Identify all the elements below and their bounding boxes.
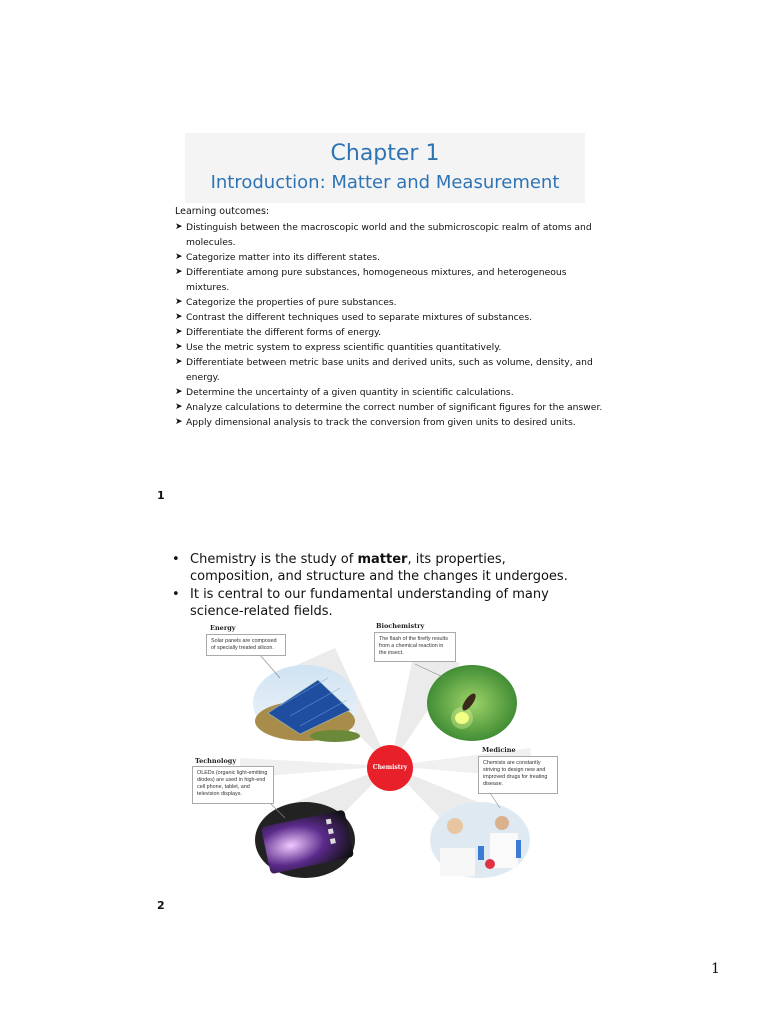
outcome-item: ➤ Categorize matter into its different states. <box>175 252 380 263</box>
arrow-bullet-icon: ➤ <box>175 327 183 337</box>
outcome-item: ➤ Differentiate the different forms of energy. <box>175 327 382 338</box>
arrow-bullet-icon: ➤ <box>175 267 183 277</box>
outcome-item: ➤ Categorize the properties of pure substances. <box>175 297 397 308</box>
outcome-item: ➤ Use the metric system to express scientific quantities quantitatively. <box>175 342 502 353</box>
bullet-dot-icon: • <box>172 587 180 602</box>
arrow-bullet-icon: ➤ <box>175 402 183 412</box>
page-number: 1 <box>711 961 720 977</box>
chemistry-center-label: Chemistry <box>372 764 408 771</box>
bullet-dot-icon: • <box>172 552 180 567</box>
slide-number-2: 2 <box>157 899 165 912</box>
chapter-title: Chapter 1 <box>330 141 440 166</box>
arrow-bullet-icon: ➤ <box>175 387 183 397</box>
slide2-bullets <box>172 551 572 621</box>
arrow-bullet-icon: ➤ <box>175 342 183 352</box>
chapter-subtitle: Introduction: Matter and Measurement <box>210 172 560 193</box>
arrow-bullet-icon: ➤ <box>175 222 183 232</box>
slide1-title-banner <box>185 133 585 203</box>
chemistry-central-science-figure <box>190 618 560 883</box>
technology-label: Technology <box>195 757 237 765</box>
bullet-central-science: • It is central to our fundamental understanding of many science-related fields. <box>172 587 549 619</box>
outcome-item: ➤ Differentiate among pure substances, homogeneous mixtures, and heterogeneous mixtures. <box>175 267 567 293</box>
arrow-bullet-icon: ➤ <box>175 252 183 262</box>
bullet-chemistry-definition: • Chemistry is the study of matter, its properties, composition, and structure and the changes it undergoes. <box>172 552 568 584</box>
outcomes-heading: Learning outcomes: <box>175 206 270 217</box>
keyword-matter: matter <box>357 552 408 567</box>
medicine-label: Medicine <box>482 746 516 754</box>
arrow-bullet-icon: ➤ <box>175 417 183 427</box>
outcome-item: ➤ Differentiate between metric base units and derived units, such as volume, density, and energy. <box>175 357 593 383</box>
technology-callout: OLEDs (organic light-emitting diodes) are used in high-end cell phone, tablet, and television displays. <box>192 766 274 804</box>
oled-phone-image <box>255 802 355 878</box>
chemists-lab-image <box>430 802 530 878</box>
outcome-item: ➤ Contrast the different techniques used to separate mixtures of substances. <box>175 312 533 323</box>
biochemistry-callout: The flash of the firefly results from a chemical reaction in the insect. <box>374 632 456 662</box>
energy-label: Energy <box>210 624 236 632</box>
arrow-bullet-icon: ➤ <box>175 297 183 307</box>
slide-number-1: 1 <box>157 489 165 502</box>
outcome-item: ➤ Analyze calculations to determine the correct number of significant figures for the answer. <box>175 402 603 413</box>
energy-callout: Solar panels are composed of specially treated silicon. <box>206 634 286 656</box>
firefly-image <box>427 665 517 741</box>
biochemistry-label: Biochemistry <box>376 622 425 630</box>
arrow-bullet-icon: ➤ <box>175 357 183 367</box>
outcomes-list <box>175 220 605 430</box>
outcome-item: ➤ Apply dimensional analysis to track the conversion from given units to desired units. <box>175 417 576 428</box>
outcome-item: ➤ Determine the uncertainty of a given quantity in scientific calculations. <box>175 387 514 398</box>
outcome-item: ➤ Distinguish between the macroscopic world and the submicroscopic realm of atoms and molecules. <box>175 222 592 248</box>
medicine-callout: Chemists are constantly striving to design new and improved drugs for treating disease. <box>478 756 558 794</box>
arrow-bullet-icon: ➤ <box>175 312 183 322</box>
